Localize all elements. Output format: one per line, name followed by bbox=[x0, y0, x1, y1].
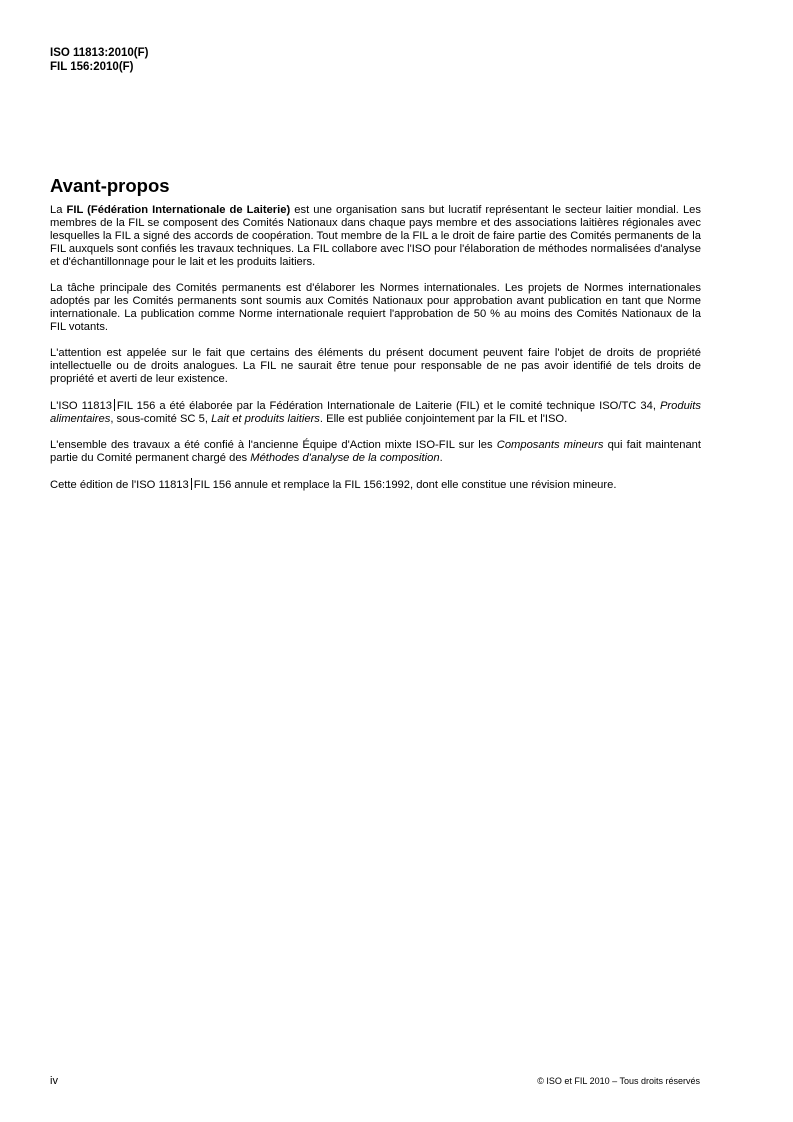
page-number: iv bbox=[50, 1075, 58, 1087]
committee-name-italic: Produits alimentaires bbox=[50, 400, 701, 425]
separator-bar bbox=[114, 399, 115, 411]
paragraph-fil-intro bbox=[50, 204, 701, 269]
text: . bbox=[439, 452, 443, 464]
paragraph-action-team bbox=[50, 439, 701, 465]
subcommittee-name-italic: Lait et produits laitiers bbox=[211, 413, 320, 425]
paragraph-patent-notice: L'attention est appelée sur le fait que certains des éléments du présent document peuvent faire l'objet de droits de propriété intellectuelle ou de droits analogues. La FIL ne saurait être tenue pour responsable de ne pas avoir identifié de tels droits de propriété et averti de leur existence. bbox=[50, 347, 701, 385]
text: Cette édition de l'ISO 11813 bbox=[50, 479, 189, 491]
foreword-body bbox=[50, 204, 701, 505]
fil-reference: FIL 156:2010(F) bbox=[50, 61, 134, 73]
section-title: Avant-propos bbox=[50, 175, 170, 196]
text: FIL 156 annule et remplace la FIL 156:1992, dont elle constitue une révision mineure. bbox=[193, 479, 617, 491]
copyright-notice: © ISO et FIL 2010 – Tous droits réservés bbox=[537, 1076, 700, 1086]
separator-bar bbox=[191, 478, 192, 490]
paragraph-edition bbox=[50, 478, 701, 492]
text: FIL 156 a été élaborée par la Fédération Internationale de Laiterie (FIL) et le comité technique ISO/TC 34, bbox=[116, 400, 660, 412]
text: L'ensemble des travaux a été confié à l'ancienne Équipe d'Action mixte ISO-FIL sur les bbox=[50, 439, 497, 451]
standing-committee-name-italic: Méthodes d'analyse de la composition bbox=[250, 452, 440, 464]
fil-name-bold: FIL (Fédération Internationale de Laiterie) bbox=[66, 204, 291, 216]
action-team-name-italic: Composants mineurs bbox=[496, 439, 604, 451]
text: La bbox=[50, 204, 67, 216]
text: L'ISO 11813 bbox=[50, 400, 112, 412]
text: qui fait maintenant partie du Comité permanent chargé des bbox=[50, 439, 702, 464]
document-identifier bbox=[50, 46, 148, 74]
text: . Elle est publiée conjointement par la FIL et l'ISO. bbox=[319, 413, 568, 425]
paragraph-standing-committees: La tâche principale des Comités permanents est d'élaborer les Normes internationales. Les projets de Normes internationales adoptés par les Comités permanents sont soumis aux Comités Nationaux pour approbation avant publication en tant que Norme internationale. La publication comme Norme internationale requiert l'approbation de 50 % au moins des Comités Nationaux de la FIL votants. bbox=[50, 282, 701, 333]
text: , sous-comité SC 5, bbox=[110, 413, 212, 425]
text: est une organisation sans but lucratif représentant le secteur laitier mondial. Les membres de la FIL se composent des Comités Nationaux dans chaque pays membre et des associations laitières régionales avec lesquelles la FIL a signé des accords de coopération. Tout membre de la FIL a le droit de faire partie des Comités permanents de la FIL auxquels sont confiés les travaux techniques. La FIL collabore avec l'ISO pour l'élaboration de méthodes normalisées d'analyse et d'échantillonnage pour le lait et les produits laitiers. bbox=[50, 204, 701, 268]
paragraph-preparation bbox=[50, 399, 701, 426]
iso-reference: ISO 11813:2010(F) bbox=[50, 47, 149, 59]
